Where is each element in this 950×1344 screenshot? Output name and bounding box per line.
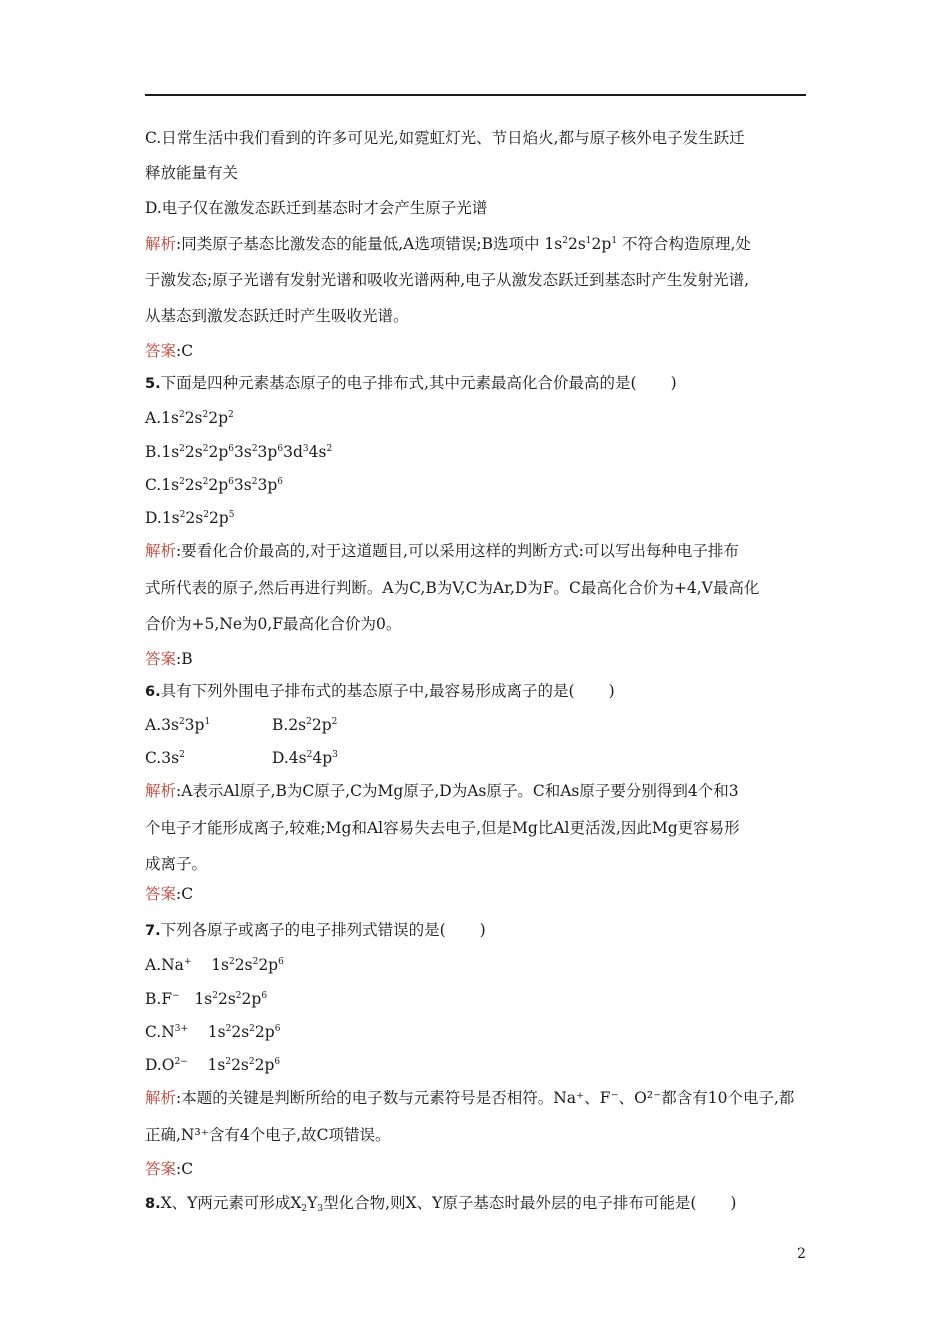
q4-option-c-line2: 释放能量有关 [145, 164, 239, 182]
analysis-label: 解析 [145, 782, 177, 800]
analysis-label: 解析 [145, 542, 177, 560]
question-number: 5. [145, 376, 161, 392]
q6-option-d: $D.4s^24p^3$ [272, 749, 338, 767]
q4-option-c-line1: C.日常生活中我们看到的许多可见光,如霓虹灯光、节日焰火,都与原子核外电子发生跃迁 [145, 129, 745, 147]
question-number: 8. [145, 1196, 161, 1212]
q7-answer: 答案:C [145, 1160, 194, 1178]
answer-label: 答案 [145, 342, 177, 360]
q7-option-a: A.Na+ $1s^22s^22p^6$ [145, 956, 284, 974]
q5-option-d: $D.1s^22s^22p^5$ [145, 509, 235, 527]
q7-analysis-line2: 正确,N³⁺含有4个电子,故C项错误。 [145, 1126, 391, 1144]
q5-analysis-line2: 式所代表的原子,然后再进行判断。A为C,B为V,C为Ar,D为F。C最高化合价为+4,V最高化 [145, 579, 760, 597]
answer-label: 答案 [145, 650, 177, 668]
q7-option-c: $C.N^{3+}$ $1s^22s^22p^6$ [145, 1023, 281, 1041]
analysis-label: 解析 [145, 1089, 177, 1107]
q5-analysis-line1: 解析:要看化合价最高的,对于这道题目,可以采用这样的判断方式:可以写出每种电子排布 [145, 542, 739, 560]
question-number: 7. [145, 923, 161, 939]
q5-answer: 答案:B [145, 650, 193, 668]
q4-option-d: D.电子仅在激发态跃迁到基态时才会产生原子光谱 [145, 199, 488, 217]
q4-analysis-line1: 解析:同类原子基态比激发态的能量低,A选项错误;B选项中 $1s^22s^12p^1$ 不符合构造原理,处 [145, 235, 751, 253]
q5-option-a: $A.1s^22s^22p^2$ [145, 409, 234, 427]
q7-option-d: $D.O^{2-}$ $1s^22s^22p^6$ [145, 1056, 281, 1074]
q6-analysis-line3: 成离子。 [145, 855, 208, 873]
header-rule [145, 94, 806, 96]
q4-analysis-line3: 从基态到激发态跃迁时产生吸收光谱。 [145, 307, 409, 325]
q7-analysis-line1: 解析:本题的关键是判断所给的电子数与元素符号是否相符。Na⁺、F⁻、O²⁻都含有10个电子,都 [145, 1089, 795, 1107]
q8-stem: 8.X、Y两元素可形成$X_2Y_3$型化合物,则X、Y原子基态时最外层的电子排布可能是( ) [145, 1194, 737, 1214]
q6-answer: 答案:C [145, 885, 194, 903]
q7-stem: 7.下列各原子或离子的电子排列式错误的是( ) [145, 921, 486, 939]
q5-stem: 5.下面是四种元素基态原子的电子排布式,其中元素最高化合价最高的是( ) [145, 374, 677, 392]
q6-analysis-line1: 解析:A表示Al原子,B为C原子,C为Mg原子,D为As原子。C和As原子要分别得到4个和3 [145, 782, 739, 800]
q7-option-b: B.F− $1s^22s^22p^6$ [145, 990, 268, 1008]
question-number: 6. [145, 684, 161, 700]
q5-analysis-line3: 合价为+5,Ne为0,F最高化合价为0。 [145, 615, 402, 633]
q6-option-b: $B.2s^22p^2$ [272, 716, 338, 734]
analysis-label: 解析 [145, 235, 177, 253]
q5-option-b: $B.1s^22s^22p^63s^23p^63d^34s^2$ [145, 443, 333, 461]
q6-stem: 6.具有下列外围电子排布式的基态原子中,最容易形成离子的是( ) [145, 682, 615, 700]
q6-analysis-line2: 个电子才能形成离子,较难;Mg和Al容易失去电子,但是Mg比Al更活泼,因此Mg更容易形 [145, 819, 740, 837]
q6-option-c: $C.3s^2$ [145, 749, 185, 767]
q4-analysis-line2: 于激发态;原子光谱有发射光谱和吸收光谱两种,电子从激发态跃迁到基态时产生发射光谱, [145, 271, 750, 289]
answer-label: 答案 [145, 885, 177, 903]
page-number: 2 [797, 1246, 806, 1262]
q4-answer: 答案:C [145, 342, 194, 360]
q6-option-a: $A.3s^23p^1$ [145, 716, 211, 734]
answer-label: 答案 [145, 1160, 177, 1178]
q5-option-c: $C.1s^22s^22p^63s^23p^6$ [145, 476, 283, 494]
